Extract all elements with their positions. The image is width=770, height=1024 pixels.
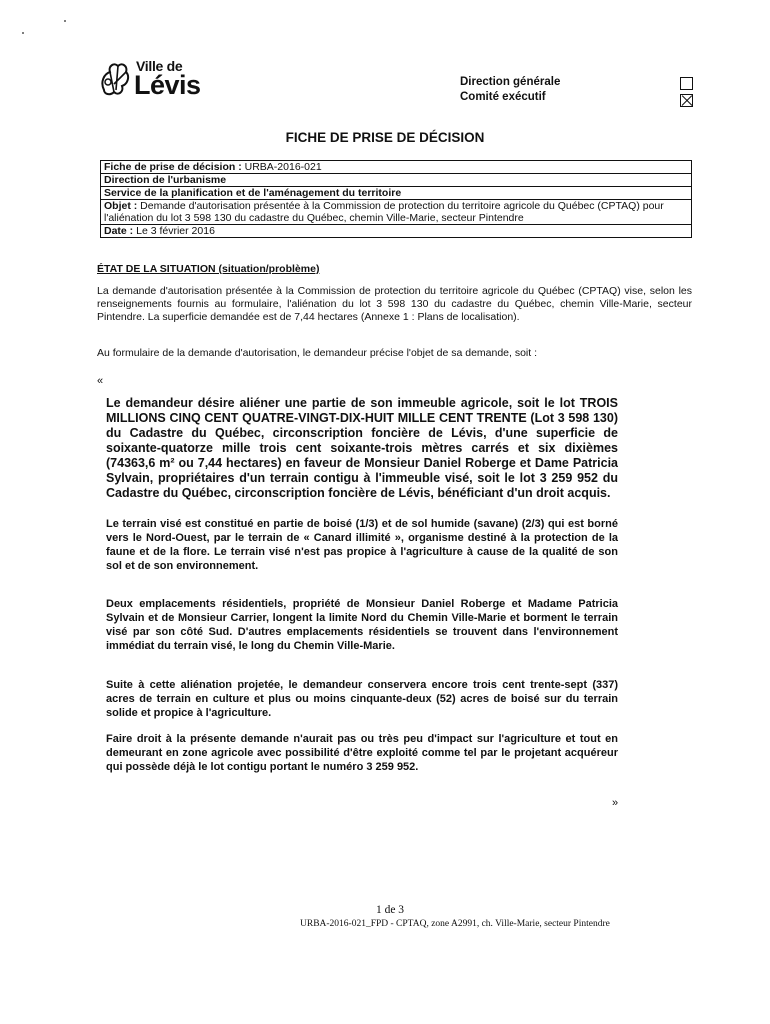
section-heading: ÉTAT DE LA SITUATION (situation/problème) [97, 263, 320, 275]
document-reference: URBA-2016-021_FPD - CPTAQ, zone A2991, ch. Ville-Marie, secteur Pintendre [300, 919, 610, 929]
objet-value: Demande d'autorisation présentée à la Commission de protection du territoire agricole du Québec (CPTAQ) pour l'aliénation du lot 3 598 130 du cadastre du Québec, chemin Ville-Marie, secteur Pintendre [104, 200, 664, 224]
quote-paragraph-2: Le terrain visé est constitué en partie de boisé (1/3) et de sol humide (savane) (2/3) qui est borné vers le Nord-Ouest, par le terrain de « Canard illimité », organisme destiné à la protection de la faune et de la flore. Le terrain visé n'est pas propice à l'agriculture à cause de la qualité de son sol et de son environnement. [106, 518, 618, 572]
levis-emblem-icon [98, 60, 132, 98]
logo-levis-text: Lévis [134, 70, 201, 100]
quote-paragraph-4: Suite à cette aliénation projetée, le demandeur conservera encore trois cent trente-sept (337) acres de terrain en culture et plus ou moins cinquante-deux (52) acres de boisé sur du terrain solide et propice à l'agriculture. [106, 679, 618, 719]
page-number: 1 de 3 [375, 904, 405, 916]
fiche-value: URBA-2016-021 [241, 161, 322, 173]
quote-close-mark: » [612, 797, 619, 809]
fiche-row [101, 161, 691, 174]
routing-labels [460, 75, 560, 105]
intro-quote-paragraph: Au formulaire de la demande d'autorisation, le demandeur précise l'objet de sa demande, soit : [97, 347, 538, 359]
service-row: Service de la planification et de l'aménagement du territoire [101, 187, 691, 200]
situation-paragraph: La demande d'autorisation présentée à la Commission de protection du territoire agricole du Québec (CPTAQ) vise, selon les renseignements fournis au formulaire, l'aliénation du lot 3 598 130 du cadastre du Québec, chemin Ville-Marie, secteur Pintendre. La superficie demandée est de 7,44 hectares (Annexe 1 : Plans de localisation). [97, 285, 692, 323]
document-title: FICHE DE PRISE DE DÉCISION [285, 130, 485, 145]
quote-paragraph-3: Deux emplacements résidentiels, propriété de Monsieur Daniel Roberge et Madame Patricia Sylvain et de Monsieur Carrier, longent la limite Nord du Chemin Ville-Marie et borment le terrain visé par son côté Sud. D'autres emplacements résidentiels se trouvent dans l'environnement immédiat du terrain visé, le long du Chemin Ville-Marie. [106, 598, 618, 652]
routing-comite-executif: Comité exécutif [460, 91, 546, 103]
objet-row [101, 200, 691, 225]
scan-speck [22, 32, 24, 34]
direction-generale-checkbox[interactable] [680, 77, 693, 90]
fiche-label: Fiche de prise de décision : [104, 161, 242, 173]
date-row [101, 225, 691, 237]
date-value: Le 3 février 2016 [133, 225, 215, 237]
quote-paragraph-5: Faire droit à la présente demande n'aurait pas ou très peu d'impact sur l'agriculture et tout en demeurant en zone agricole avec possibilité d'être exploité comme tel par le projetant acquéreur qui possède déjà le lot contigu portant le numéro 3 259 952. [106, 733, 618, 773]
objet-label: Objet : [104, 200, 138, 212]
ville-de-levis-logo [98, 58, 218, 102]
routing-direction-generale: Direction générale [460, 76, 561, 88]
logo-ville-de-text: Ville de [136, 58, 183, 74]
quote-paragraph-1: Le demandeur désire aliéner une partie de son immeuble agricole, soit le lot TROIS MILLIONS CINQ CENT QUATRE-VINGT-DIX-HUIT MILLE CENT TRENTE (Lot 3 598 130) du Cadastre du Québec, circonscription foncière de Lévis, d'une superficie de soixante-quatorze mille trois cent soixante-trois mètres carrés et six dixièmes (74363,6 m² ou 7,44 hectares) en faveur de Monsieur Daniel Roberge et Dame Patricia Sylvain, propriétaires d'un terrain contigu à l'immeuble visé, soit le lot 3 259 952 du Cadastre du Québec, circonscription foncière de Lévis, bénéficiant d'un droit acquis. [106, 396, 618, 500]
quote-open-mark: « [97, 375, 104, 387]
routing-checkboxes [680, 77, 693, 111]
direction-row: Direction de l'urbanisme [101, 174, 691, 187]
date-label: Date : [104, 225, 134, 237]
comite-executif-checkbox[interactable] [680, 94, 693, 107]
scan-speck [64, 20, 66, 22]
decision-info-table [100, 160, 692, 238]
